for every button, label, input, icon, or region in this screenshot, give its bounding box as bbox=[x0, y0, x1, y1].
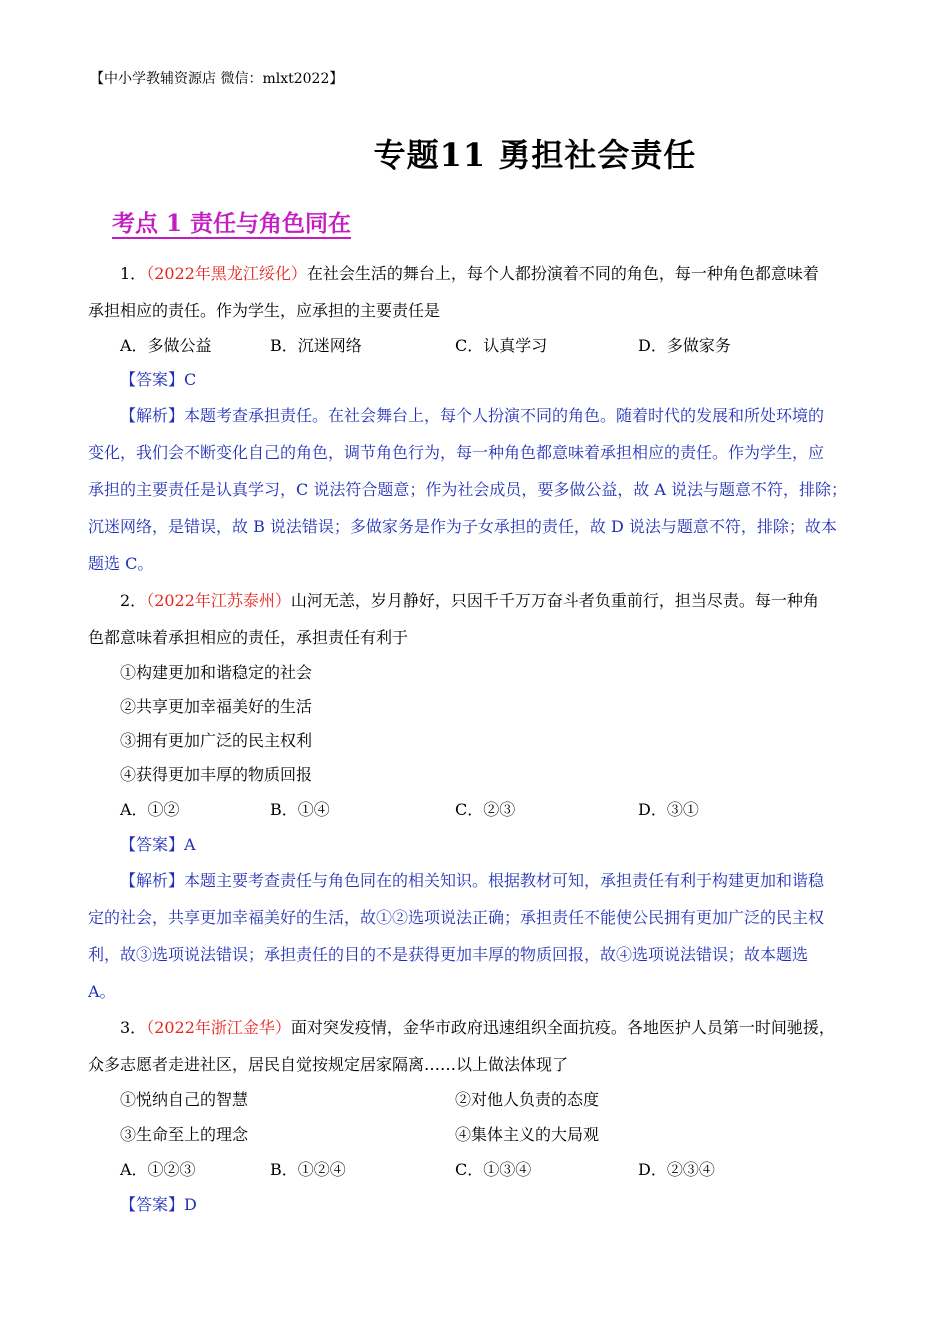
q1-stem-text1: 在社会生活的舞台上，每个人都扮演着不同的角色，每一种角色都意味着 bbox=[306, 264, 819, 283]
q2-stem-line1 bbox=[120, 591, 819, 611]
q3-number: 3． bbox=[120, 1018, 147, 1037]
q1-stem-line2: 承担相应的责任。作为学生，应承担的主要责任是 bbox=[88, 301, 441, 320]
q1-answer bbox=[120, 370, 196, 390]
q2-option-c: C．②③ bbox=[455, 800, 516, 819]
q2-item-4: ④获得更加丰厚的物质回报 bbox=[120, 765, 313, 784]
q3-option-d: D．②③④ bbox=[638, 1160, 715, 1179]
q1-analysis-line4: 沉迷网络，是错误，故 B 说法错误；多做家务是作为子女承担的责任，故 D 说法与题意不符，排除；故本 bbox=[88, 517, 837, 536]
q3-stem-text1: 面对突发疫情，金华市政府迅速组织全面抗疫。各地医护人员第一时间驰援， bbox=[290, 1018, 835, 1037]
q3-answer bbox=[120, 1195, 197, 1215]
section-heading: 考点 1 责任与角色同在 bbox=[112, 210, 352, 237]
q1-answer-label: 【答案】 bbox=[120, 370, 185, 389]
q2-number: 2． bbox=[120, 591, 147, 610]
q1-answer-value: C bbox=[184, 370, 197, 389]
q1-number: 1． bbox=[120, 264, 147, 283]
q2-analysis-line1: 【解析】本题主要考查责任与角色同在的相关知识。根据教材可知，承担责任有利于构建更加和谐稳 bbox=[120, 871, 825, 890]
header-note: 【中小学教辅资源店 微信：mlxt2022】 bbox=[90, 71, 344, 87]
q3-source: （2022年浙江金华） bbox=[146, 1018, 291, 1037]
q2-analysis-line2: 定的社会，共享更加幸福美好的生活，故①②选项说法正确；承担责任不能使公民拥有更加广泛的民主权 bbox=[88, 908, 825, 927]
q1-source: （2022年黑龙江绥化） bbox=[146, 264, 307, 283]
q3-item-4: ④集体主义的大局观 bbox=[455, 1125, 600, 1144]
q1-option-b: B．沉迷网络 bbox=[270, 336, 362, 355]
q3-answer-label: 【答案】 bbox=[120, 1195, 185, 1214]
q1-option-d: D．多做家务 bbox=[638, 336, 731, 355]
q1-option-c: C．认真学习 bbox=[455, 336, 548, 355]
q3-item-2: ②对他人负责的态度 bbox=[455, 1090, 600, 1109]
q3-stem-line2: 众多志愿者走进社区，居民自觉按规定居家隔离……以上做法体现了 bbox=[88, 1055, 569, 1074]
q2-stem-line2: 色都意味着承担相应的责任，承担责任有利于 bbox=[88, 628, 409, 647]
q1-option-a: A．多做公益 bbox=[120, 336, 212, 355]
q2-item-3: ③拥有更加广泛的民主权利 bbox=[120, 731, 313, 750]
q3-answer-value: D bbox=[184, 1195, 197, 1214]
q2-option-b: B．①④ bbox=[270, 800, 330, 819]
q1-analysis-line2: 变化，我们会不断变化自己的角色，调节角色行为，每一种角色都意味着承担相应的责任。作为学生，应 bbox=[88, 443, 825, 462]
q3-option-c: C．①③④ bbox=[455, 1160, 532, 1179]
q2-item-2: ②共享更加幸福美好的生活 bbox=[120, 697, 313, 716]
q1-analysis-line5: 题选 C。 bbox=[88, 554, 154, 573]
q2-analysis-line3: 利，故③选项说法错误；承担责任的目的不是获得更加丰厚的物质回报，故④选项说法错误；故本题选 bbox=[88, 945, 809, 964]
q2-answer-label: 【答案】 bbox=[120, 835, 185, 854]
q2-option-a: A．①② bbox=[120, 800, 180, 819]
q2-stem-text1: 山河无恙，岁月静好，只因千千万万奋斗者负重前行，担当尽责。每一种角 bbox=[290, 591, 819, 610]
q3-option-a: A．①②③ bbox=[120, 1160, 196, 1179]
q2-answer bbox=[120, 835, 196, 855]
q1-stem-line1 bbox=[120, 264, 819, 284]
q2-source: （2022年江苏泰州） bbox=[146, 591, 291, 610]
q2-option-d: D．③① bbox=[638, 800, 699, 819]
q3-item-3: ③生命至上的理念 bbox=[120, 1125, 249, 1144]
page-title: 专题11 勇担社会责任 bbox=[373, 136, 697, 174]
q2-analysis-line4: A。 bbox=[88, 982, 116, 1001]
q3-option-b: B．①②④ bbox=[270, 1160, 346, 1179]
q2-answer-value: A bbox=[184, 835, 196, 854]
q3-stem-line1 bbox=[120, 1018, 835, 1038]
q2-item-1: ①构建更加和谐稳定的社会 bbox=[120, 663, 313, 682]
q3-item-1: ①悦纳自己的智慧 bbox=[120, 1090, 249, 1109]
q1-analysis-line1: 【解析】本题考查承担责任。在社会舞台上，每个人扮演不同的角色。随着时代的发展和所处环境的 bbox=[120, 406, 825, 425]
q1-analysis-line3: 承担的主要责任是认真学习，C 说法符合题意；作为社会成员，要多做公益，故 A 说法与题意不符，排除； bbox=[88, 480, 848, 499]
